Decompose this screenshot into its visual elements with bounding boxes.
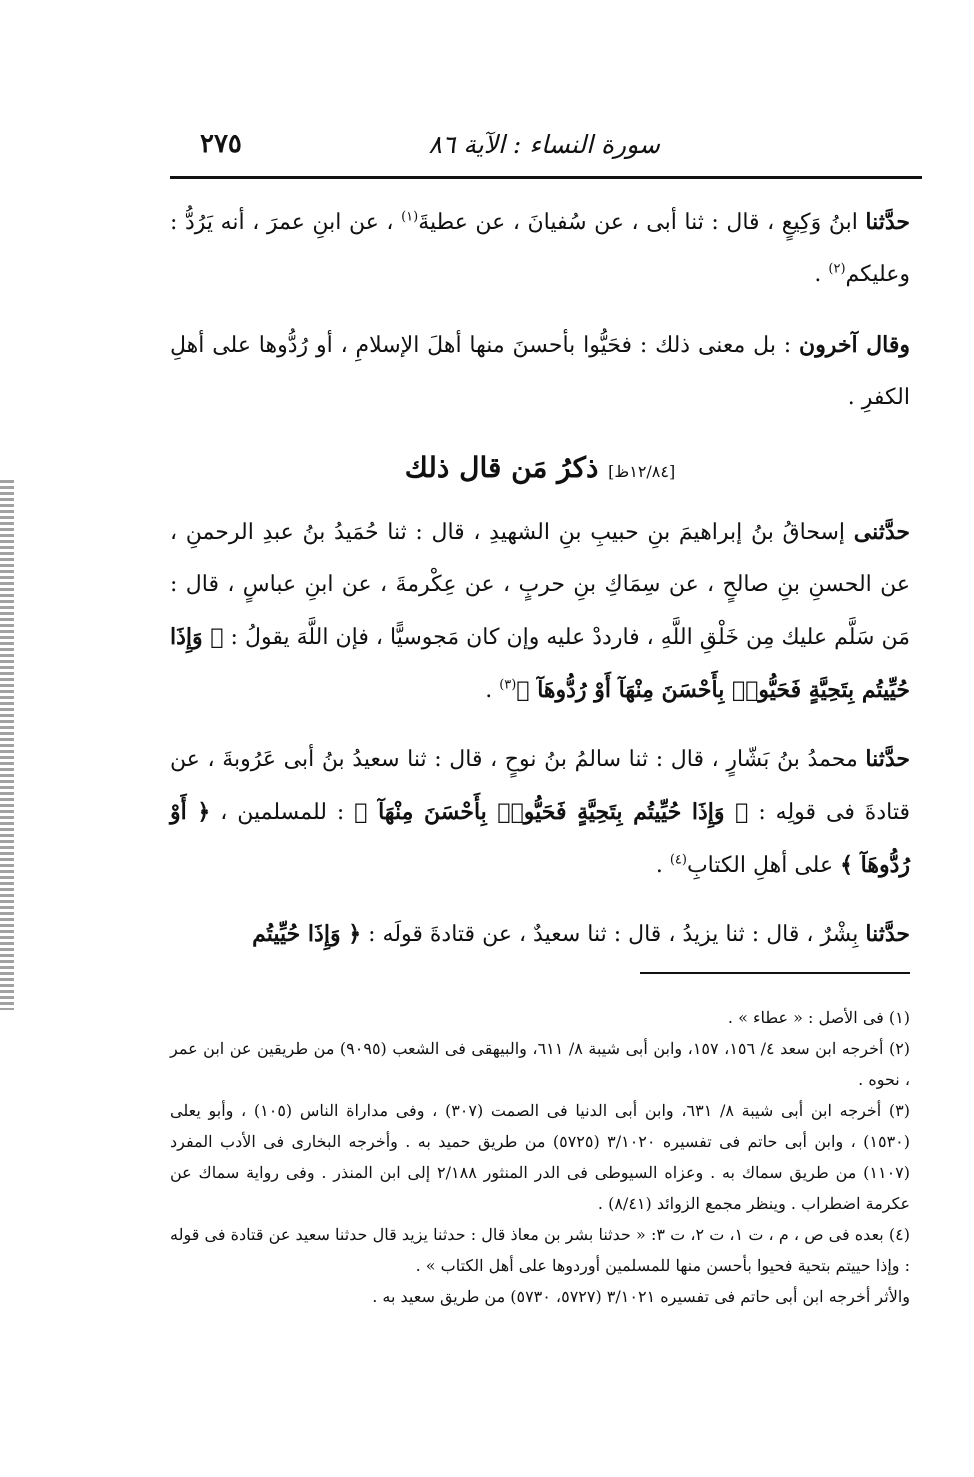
narration-lead: حدَّثنا [865,746,910,772]
quran-verse: ﴿ وَإِذَا حُيِّيتُم بِتَحِيَّةٍ فَحَيُّوا۟ بِأَحْسَنَ مِنْهَآ أَوْ رُدُّوهَآ ﴾ [170,624,910,703]
section-heading [170,440,910,500]
header-rule [170,176,922,179]
footnote-marker-2[interactable]: (٢) [828,261,846,277]
paragraph-text: : بل معنى ذلك : فحَيُّوا بأحسنَ منها أهلَ الإسلامِ ، أو رُدُّوها على أهلِ الكفرِ . [170,333,910,410]
paragraph-text: ابنُ وَكِيعٍ ، قال : ثنا أبى ، عن سُفيانَ ، عن عطيةَ [418,210,866,235]
footnote-marker-3[interactable]: (٣) [499,677,517,693]
paragraph-text: . [485,678,500,703]
footnote-marker-4[interactable]: (٤) [669,852,687,868]
footnote-4-continued: والأثر أخرجه ابن أبى حاتم فى تفسيره ٣/١٠٢١ (٥٧٢٧، ٥٧٣٠) من طريق سعيد به . [372,1287,910,1306]
main-text [170,196,910,977]
paragraph-2 [170,319,910,424]
footnote-marker-1[interactable]: (١) [401,209,419,225]
page-number: ٢٧٥ [200,129,242,159]
quran-verse: ﴿ وَإِذَا حُيِّيتُم بِتَحِيَّةٍ فَحَيُّوا۟ بِأَحْسَنَ مِنْهَآ ﴾ [354,799,749,825]
footnote-3: (٣) أخرجه ابن أبى شيبة ٨/ ٦٣١، وابن أبى الدنيا فى الصمت (٣٠٧) ، وفى مداراة الناس (١٠٥) ، وأبو يعلى (١٥٣٠) ، وابن أبى حاتم فى تفسيره ٣/١٠٢٠ (٥٧٢٥) من طريق حميد به . وأخرجه البخارى فى الأدب المفرد (١١٠٧) من طريق سماك به . وعزاه السيوطى فى الدر المنثور ٢/١٨٨ إلى ابن المنذر . وفى رواية سماك عن عكرمة اضطراب . وينظر مجمع الزوائد (٨/٤١) . [170,1101,911,1213]
footnote-1: (١) فى الأصل : « عطاء » . [727,1008,910,1027]
page-binding-edge [0,480,14,1010]
narration-lead: وقال آخرون [799,332,910,358]
paragraph-1 [170,196,910,301]
paragraph-5 [170,908,910,961]
section-title: ذكرُ مَن قال ذلك [404,451,599,484]
book-page [170,0,910,1477]
narration-lead: حدَّثنا [865,209,910,235]
paragraph-text: إسحاقُ بنُ إبراهيمَ بنِ حبيبِ بنِ الشهيدِ ، قال : ثنا حُمَيدُ بنُ عبدِ الرحمنِ ، عن الحسنِ بنِ صالحٍ ، عن سِمَاكِ بنِ حربٍ ، عن عِكْرمةَ ، عن ابنِ عباسٍ ، قال : مَن سَلَّم عليك مِن خَلْقِ اللَّهِ ، فارددْ عليه وإن كان مَجوسيًّا ، فإن اللَّهَ يقولُ : [170,520,910,650]
paragraph-text: : للمسلمين ، [210,800,355,825]
footnote-4: (٤) بعده فى ص ، م ، ت ١، ت ٢، ت ٣: « حدثنا بشر بن معاذ قال : حدثنا يزيد قال حدثنا سعيد عن قتادة فى قوله : وإذا حييتم بتحية فحيوا بأحسن منها للمسلمين أوردوها على أهل الكتاب » . [170,1225,910,1275]
paragraph-text: محمدُ بنُ بَشّارٍ ، قال : ثنا سالمُ بنُ نوحٍ ، قال : ثنا سعيدُ بنُ أبى عَرُوبةَ ، عن قتادةَ فى قولِه : [170,747,910,825]
paragraph-text: ، عن ابنِ عمرَ ، أنه يَرُدُّ : وعليكم [170,210,910,287]
paragraph-text: على أهلِ الكتابِ [686,853,841,878]
footnotes [170,1002,910,1312]
narration-lead: حدَّثنا [865,921,910,947]
paragraph-3 [170,506,910,717]
manuscript-reference: [١٢/٨٤ظ] [608,462,676,481]
quran-verse: ﴿ وَإِذَا حُيِّيتُم [252,921,362,947]
paragraph-text: . [814,262,829,287]
surah-title: سورة النساء : الآية ٨٦ [428,129,660,159]
paragraph-text: بِشْرٌ ، قال : ثنا يزيدُ ، قال : ثنا سعيدٌ ، عن قتادةَ قولَه : [361,922,866,947]
footnote-2: (٢) أخرجه ابن سعد ٤/ ١٥٦، ١٥٧، وابن أبى شيبة ٨/ ٦١١، والبيهقى فى الشعب (٩٠٩٥) من طريقين عن ابن عمر ، نحوه . [170,1039,911,1089]
quran-verse: ﴿ أَوْ رُدُّوهَآ ﴾ [170,799,910,878]
paragraph-4 [170,733,910,892]
narration-lead: حدَّثنى [853,519,910,545]
paragraph-text: . [655,853,670,878]
footnote-rule [640,972,910,974]
page-header [170,118,910,170]
